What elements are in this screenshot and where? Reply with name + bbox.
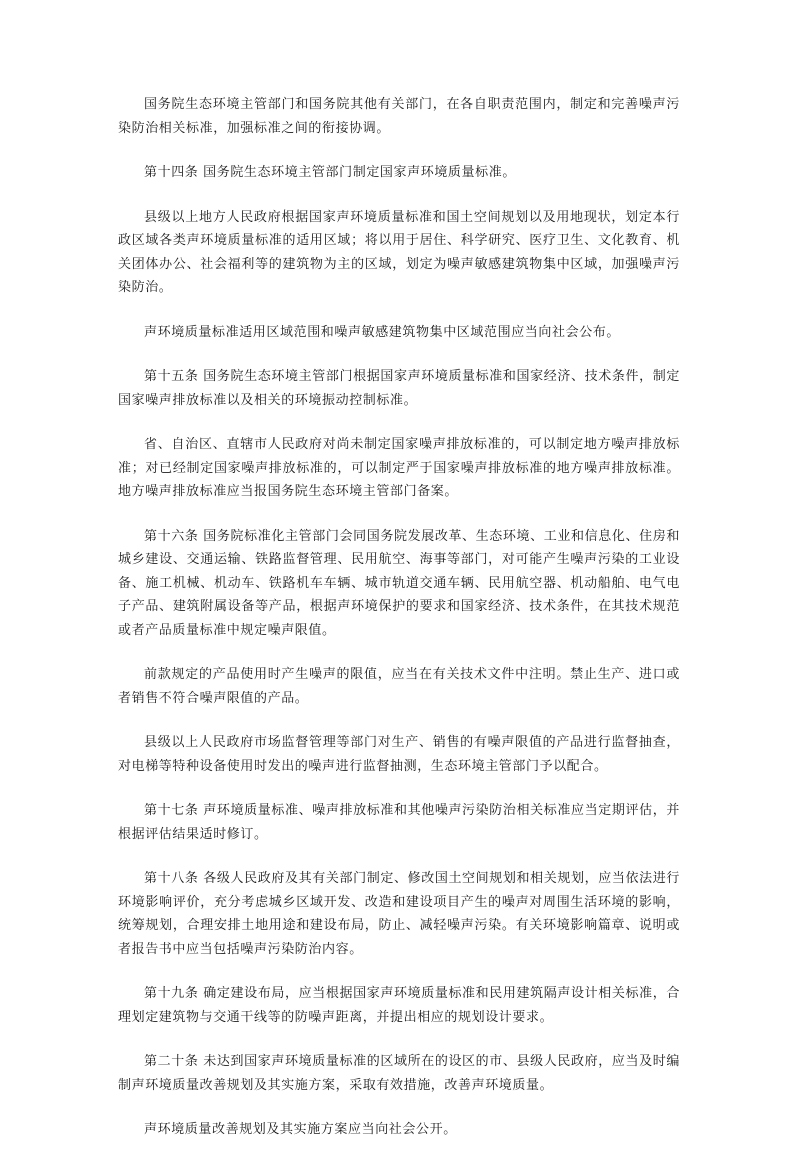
- paragraph-8: 前款规定的产品使用时产生噪声的限值，应当在有关技术文件中注明。禁止生产、进口或者销售不符合噪声限值的产品。: [118, 667, 680, 706]
- article-14-heading: 第十四条 国务院生态环境主管部门制定国家声环境质量标准。: [144, 165, 516, 180]
- article-16: 第十六条 国务院标准化主管部门会同国务院发展改革、生态环境、工业和信息化、住房和城乡建设、交通运输、铁路监督管理、民用航空、海事等部门，对可能产生噪声污染的工业设备、施工机械、机动车、铁路机车车辆、城市轨道交通车辆、民用航空器、机动船舶、电气电子产品、建筑附属设备等产品，根据声环境保护的要求和国家经济、技术条件，在其技术规范或者产品质量标准中规定噪声限值。: [118, 528, 680, 638]
- paragraph-3: 县级以上地方人民政府根据国家声环境质量标准和国土空间规划以及用地现状，划定本行政区域各类声环境质量标准的适用区域；将以用于居住、科学研究、医疗卫生、文化教育、机关团体办公、社会福利等的建筑物为主的区域，划定为噪声敏感建筑物集中区域，加强噪声污染防治。: [118, 209, 680, 295]
- document-body: [118, 93, 680, 1163]
- paragraph-6: 省、自治区、直辖市人民政府对尚未制定国家噪声排放标准的，可以制定地方噪声排放标准；对已经制定国家噪声排放标准的，可以制定严于国家噪声排放标准的地方噪声排放标准。地方噪声排放标准应当报国务院生态环境主管部门备案。: [118, 437, 680, 499]
- paragraph-9: 县级以上人民政府市场监督管理等部门对生产、销售的有噪声限值的产品进行监督抽查，对电梯等特种设备使用时发出的噪声进行监督抽测，生态环境主管部门予以配合。: [118, 735, 680, 774]
- article-19: 第十九条 确定建设布局，应当根据国家声环境质量标准和民用建筑隔声设计相关标准，合理划定建筑物与交通干线等的防噪声距离，并提出相应的规划设计要求。: [118, 986, 680, 1025]
- paragraph-1: 国务院生态环境主管部门和国务院其他有关部门，在各自职责范围内，制定和完善噪声污染防治相关标准，加强标准之间的衔接协调。: [118, 97, 680, 136]
- article-17: 第十七条 声环境质量标准、噪声排放标准和其他噪声污染防治相关标准应当定期评估，并根据评估结果适时修订。: [118, 803, 680, 842]
- article-15: 第十五条 国务院生态环境主管部门根据国家声环境质量标准和国家经济、技术条件，制定国家噪声排放标准以及相关的环境振动控制标准。: [118, 369, 680, 408]
- article-18: 第十八条 各级人民政府及其有关部门制定、修改国土空间规划和相关规划，应当依法进行环境影响评价，充分考虑城乡区域开发、改造和建设项目产生的噪声对周围生活环境的影响，统筹规划，合理安排土地用途和建设布局，防止、减轻噪声污染。有关环境影响篇章、说明或者报告书中应当包括噪声污染防治内容。: [118, 871, 680, 957]
- paragraph-14: 声环境质量改善规划及其实施方案应当向社会公开。: [144, 1122, 457, 1137]
- paragraph-4: 声环境质量标准适用区域范围和噪声敏感建筑物集中区域范围应当向社会公布。: [144, 324, 621, 340]
- article-20: 第二十条 未达到国家声环境质量标准的区域所在的设区的市、县级人民政府，应当及时编制声环境质量改善规划及其实施方案，采取有效措施，改善声环境质量。: [118, 1054, 680, 1093]
